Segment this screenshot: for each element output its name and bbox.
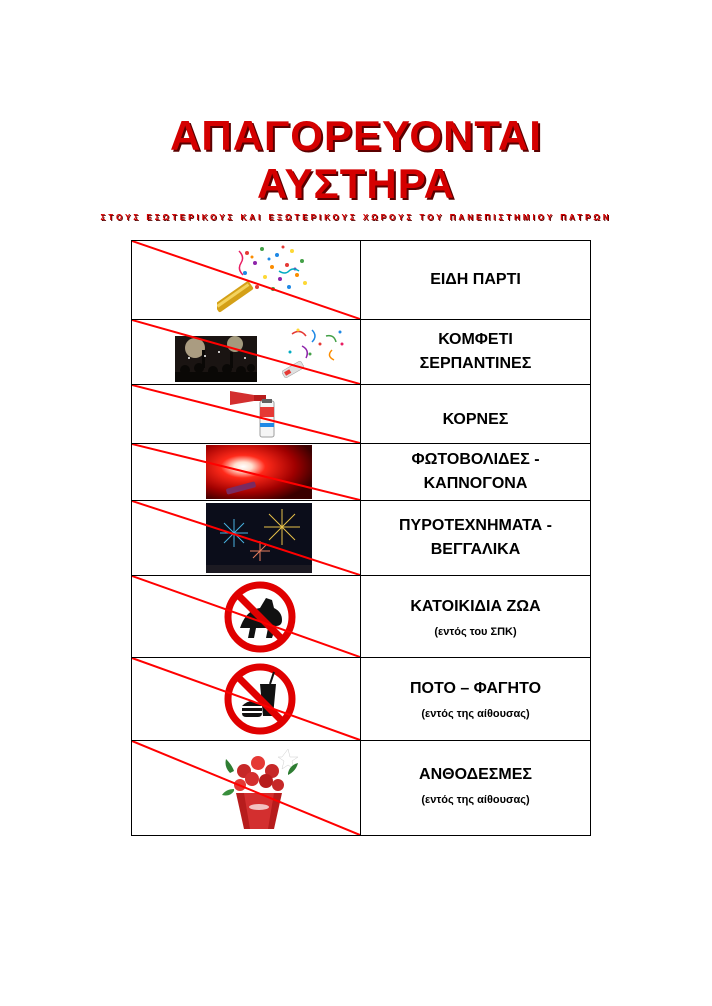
item-image-cell [132,658,361,741]
air-horn-icon [228,387,280,441]
party-popper-icon [217,243,312,317]
page-title-line-1: ΑΠΑΓΟΡΕΥΟΝΤΑΙ [170,112,542,159]
table-row [132,576,591,658]
table-row [132,444,591,501]
item-image-cell [132,320,361,385]
item-note: (εντός της αίθουσας) [421,708,530,720]
item-text-cell [361,741,591,836]
table-row [132,501,591,576]
item-label: ΦΩΤΟΒΟΛΙΔΕΣ - [411,451,540,468]
table-row [132,658,591,741]
item-label-line-2: ΣΕΡΠΑΝΤΙΝΕΣ [419,355,532,372]
page-subtitle: ΣΤΟΥΣ ΕΣΩΤΕΡΙΚΟΥΣ ΚΑΙ ΕΞΩΤΕΡΙΚΟΥΣ ΧΩΡΟΥΣ ΤΟΥ ΠΑΝΕΠΙΣΤΗΜΙΟΥ ΠΑΤΡΩΝ [100,213,612,222]
item-text-cell [361,576,591,658]
item-text-cell [361,658,591,741]
item-text-cell [361,320,591,385]
item-label: ΠΥΡΟΤΕΧΝΗΜΑΤΑ - [398,517,553,534]
item-image-cell [132,241,361,320]
item-image-cell [132,385,361,444]
item-label-line-2: ΒΕΓΓΑΛΙΚΑ [430,541,521,558]
table-row [132,741,591,836]
table-row [132,241,591,320]
item-image-cell [132,444,361,501]
prohibited-items-table [131,240,591,836]
crowd-photo-icon [175,336,257,382]
fireworks-icon [206,503,312,573]
item-text-cell [361,501,591,576]
item-text-cell [361,241,591,320]
table-row [132,385,591,444]
confetti-icon [282,324,352,380]
item-image-cell [132,501,361,576]
item-text-cell [361,385,591,444]
item-label: ΚΑΤΟΙΚΙΔΙΑ ΖΩΑ [410,597,541,615]
item-label: ΠΟΤΟ – ΦΑΓΗΤΟ [409,680,542,697]
table-row [132,320,591,385]
item-note: (εντός του ΣΠΚ) [434,625,517,638]
bouquet-icon [214,743,304,833]
item-label-line-2: ΚΑΠΝΟΓΟΝΑ [423,475,528,492]
item-label: ΚΟΡΝΕΣ [442,411,509,428]
item-note: (εντός της αίθουσας) [421,794,530,806]
item-image-cell [132,576,361,658]
item-label: ΚΟΜΦΕΤΙ [438,331,513,348]
item-text-cell [361,444,591,501]
flare-icon [206,445,312,499]
page-title-line-2: ΑΥΣΤΗΡΑ [257,160,455,207]
no-pets-icon [210,580,310,654]
item-label: ΑΝΘΟΔΕΣΜΕΣ [419,766,532,783]
item-label: ΕΙΔΗ ΠΑΡΤΙ [430,271,521,288]
item-image-cell [132,741,361,836]
no-food-icon [210,662,310,736]
